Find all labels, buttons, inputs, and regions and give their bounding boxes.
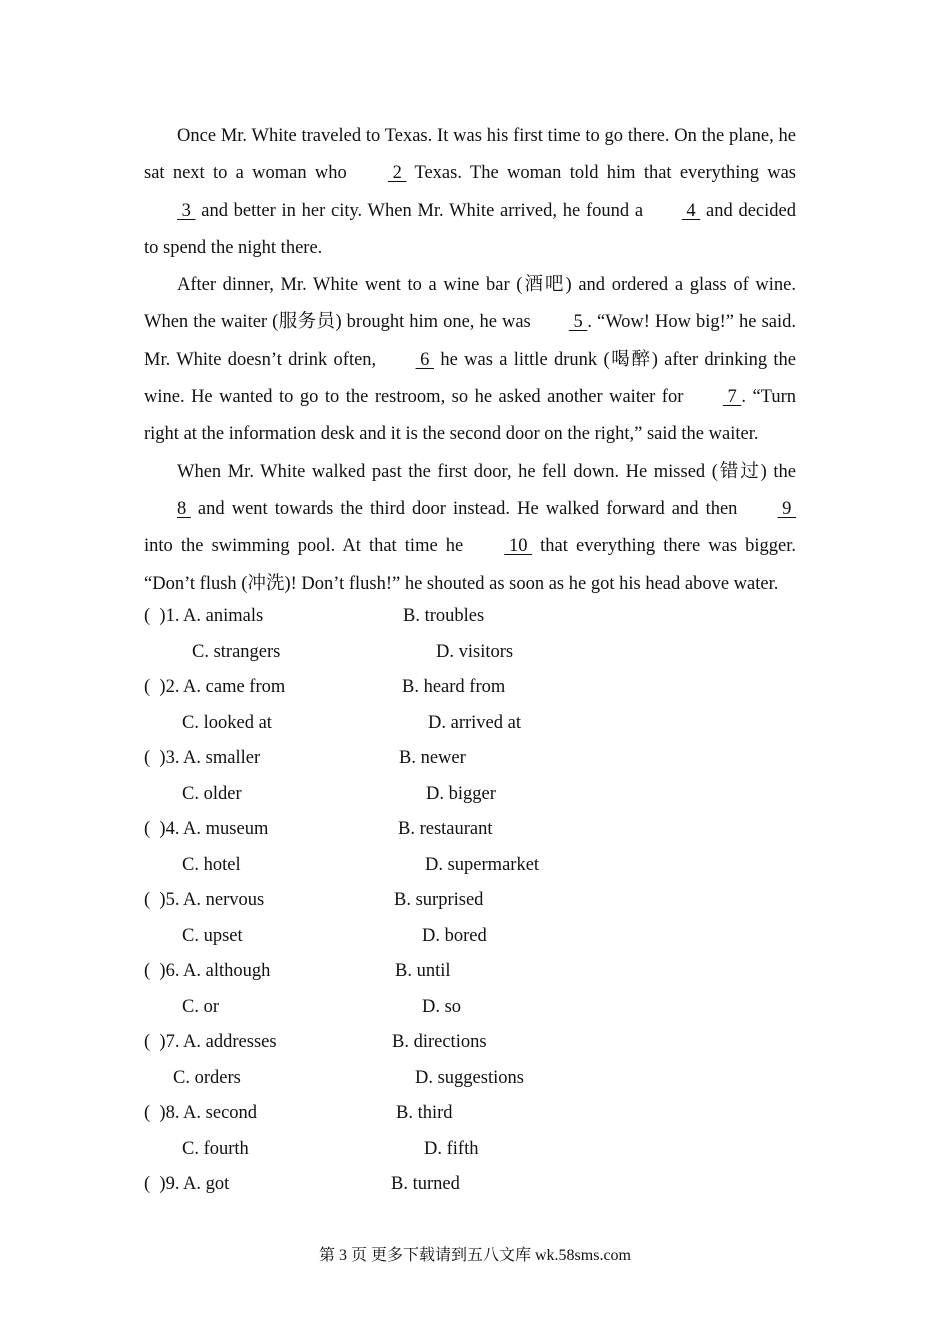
option-a: ( )7. A. addresses bbox=[144, 1032, 277, 1052]
question-1-row-ab bbox=[144, 599, 796, 635]
cloze-passage bbox=[144, 118, 796, 603]
text: and better in her city. When Mr. White arrived, he found a bbox=[195, 200, 649, 221]
option-c: C. looked at bbox=[182, 712, 272, 733]
text: he was a little drunk (喝醉) after drinking the wine. He wanted to go to the restroom, so he asked another waiter for bbox=[144, 349, 797, 408]
option-a: ( )5. A. nervous bbox=[144, 890, 265, 910]
option-b: B. until bbox=[395, 961, 451, 981]
blank-10: 10 bbox=[504, 536, 533, 557]
blank-5: 5 bbox=[568, 312, 588, 333]
option-c: C. hotel bbox=[182, 854, 241, 875]
option-b: B. directions bbox=[392, 1032, 487, 1052]
question-6-row-cd bbox=[144, 990, 796, 1026]
blank-8: 8 bbox=[177, 498, 191, 519]
option-b: B. heard from bbox=[402, 677, 506, 697]
question-8-row-ab bbox=[144, 1096, 796, 1132]
option-a: ( )2. A. came from bbox=[144, 677, 286, 697]
text: . “Turn right at the information desk and it is the second door on the right,” said the waiter. bbox=[144, 387, 796, 445]
option-a: ( )8. A. second bbox=[144, 1103, 258, 1123]
option-b: B. newer bbox=[399, 748, 466, 768]
option-d: D. suggestions bbox=[415, 1067, 524, 1088]
option-a: ( )9. A. got bbox=[144, 1174, 230, 1194]
option-d: D. bored bbox=[422, 925, 487, 946]
text: into the swimming pool. At that time he bbox=[144, 536, 472, 557]
text: After dinner, Mr. White went to a wine bar (酒吧) and ordered a glass of wine. When the waiter (服务员) brought him one, he was bbox=[144, 275, 796, 333]
question-4-row-ab bbox=[144, 812, 796, 848]
blank-3: 3 bbox=[177, 200, 196, 221]
blank-7: 7 bbox=[722, 387, 742, 408]
paragraph-1 bbox=[144, 118, 796, 267]
option-b: B. restaurant bbox=[398, 819, 493, 839]
option-c: C. orders bbox=[173, 1067, 241, 1088]
text: that everything there was bigger. “Don’t flush (冲洗)! Don’t flush!” he shouted as soon as he got his head above water. bbox=[144, 536, 797, 594]
option-b: B. troubles bbox=[403, 606, 485, 626]
question-2-row-cd bbox=[144, 706, 796, 742]
question-7-row-cd bbox=[144, 1061, 796, 1097]
text: and went towards the third door instead. He walked forward and then bbox=[190, 498, 745, 519]
option-a: ( )6. A. although bbox=[144, 961, 271, 981]
option-a: ( )4. A. museum bbox=[144, 819, 269, 839]
option-a: ( )1. A. animals bbox=[144, 606, 264, 626]
question-2-row-ab bbox=[144, 670, 796, 706]
blank-9: 9 bbox=[777, 498, 796, 519]
paragraph-2 bbox=[144, 267, 796, 453]
text: Texas. The woman told him that everything was bbox=[406, 163, 797, 184]
option-b: B. turned bbox=[391, 1174, 460, 1194]
option-d: D. bigger bbox=[426, 783, 496, 804]
option-d: D. visitors bbox=[436, 641, 514, 662]
option-c: C. upset bbox=[182, 925, 243, 946]
option-d: D. fifth bbox=[424, 1138, 479, 1159]
page-footer: 第 3 页 更多下载请到五八文库 wk.58sms.com bbox=[318, 1247, 631, 1264]
question-7-row-ab bbox=[144, 1025, 796, 1061]
option-d: D. supermarket bbox=[425, 854, 540, 875]
question-list bbox=[144, 599, 796, 1203]
question-3-row-cd bbox=[144, 777, 796, 813]
question-5-row-cd bbox=[144, 919, 796, 955]
option-b: B. third bbox=[396, 1103, 453, 1123]
question-9-row-ab bbox=[144, 1167, 796, 1203]
text: . “Wow! How big!” he said. Mr. White doesn’t drink often, bbox=[144, 312, 796, 370]
question-3-row-ab bbox=[144, 741, 796, 777]
blank-2: 2 bbox=[388, 163, 407, 184]
question-6-row-ab bbox=[144, 954, 796, 990]
option-a: ( )3. A. smaller bbox=[144, 748, 261, 768]
option-c: C. fourth bbox=[182, 1138, 249, 1159]
paragraph-3 bbox=[144, 454, 796, 603]
option-c: C. older bbox=[182, 783, 242, 804]
text: Once Mr. White traveled to Texas. It was his first time to go there. On the plane, he sat next to a woman who bbox=[144, 126, 796, 184]
question-4-row-cd bbox=[144, 848, 796, 884]
question-1-row-cd bbox=[144, 635, 796, 671]
question-5-row-ab bbox=[144, 883, 796, 919]
text: When Mr. White walked past the first door, he fell down. He missed (错过) the bbox=[177, 461, 796, 482]
option-b: B. surprised bbox=[394, 890, 484, 910]
text: and decided to spend the night there. bbox=[144, 200, 796, 258]
option-d: D. arrived at bbox=[428, 712, 521, 733]
question-8-row-cd bbox=[144, 1132, 796, 1168]
blank-6: 6 bbox=[415, 349, 435, 370]
blank-4: 4 bbox=[681, 200, 701, 221]
option-d: D. so bbox=[422, 996, 462, 1017]
option-c: C. strangers bbox=[192, 641, 281, 662]
option-c: C. or bbox=[182, 996, 219, 1017]
